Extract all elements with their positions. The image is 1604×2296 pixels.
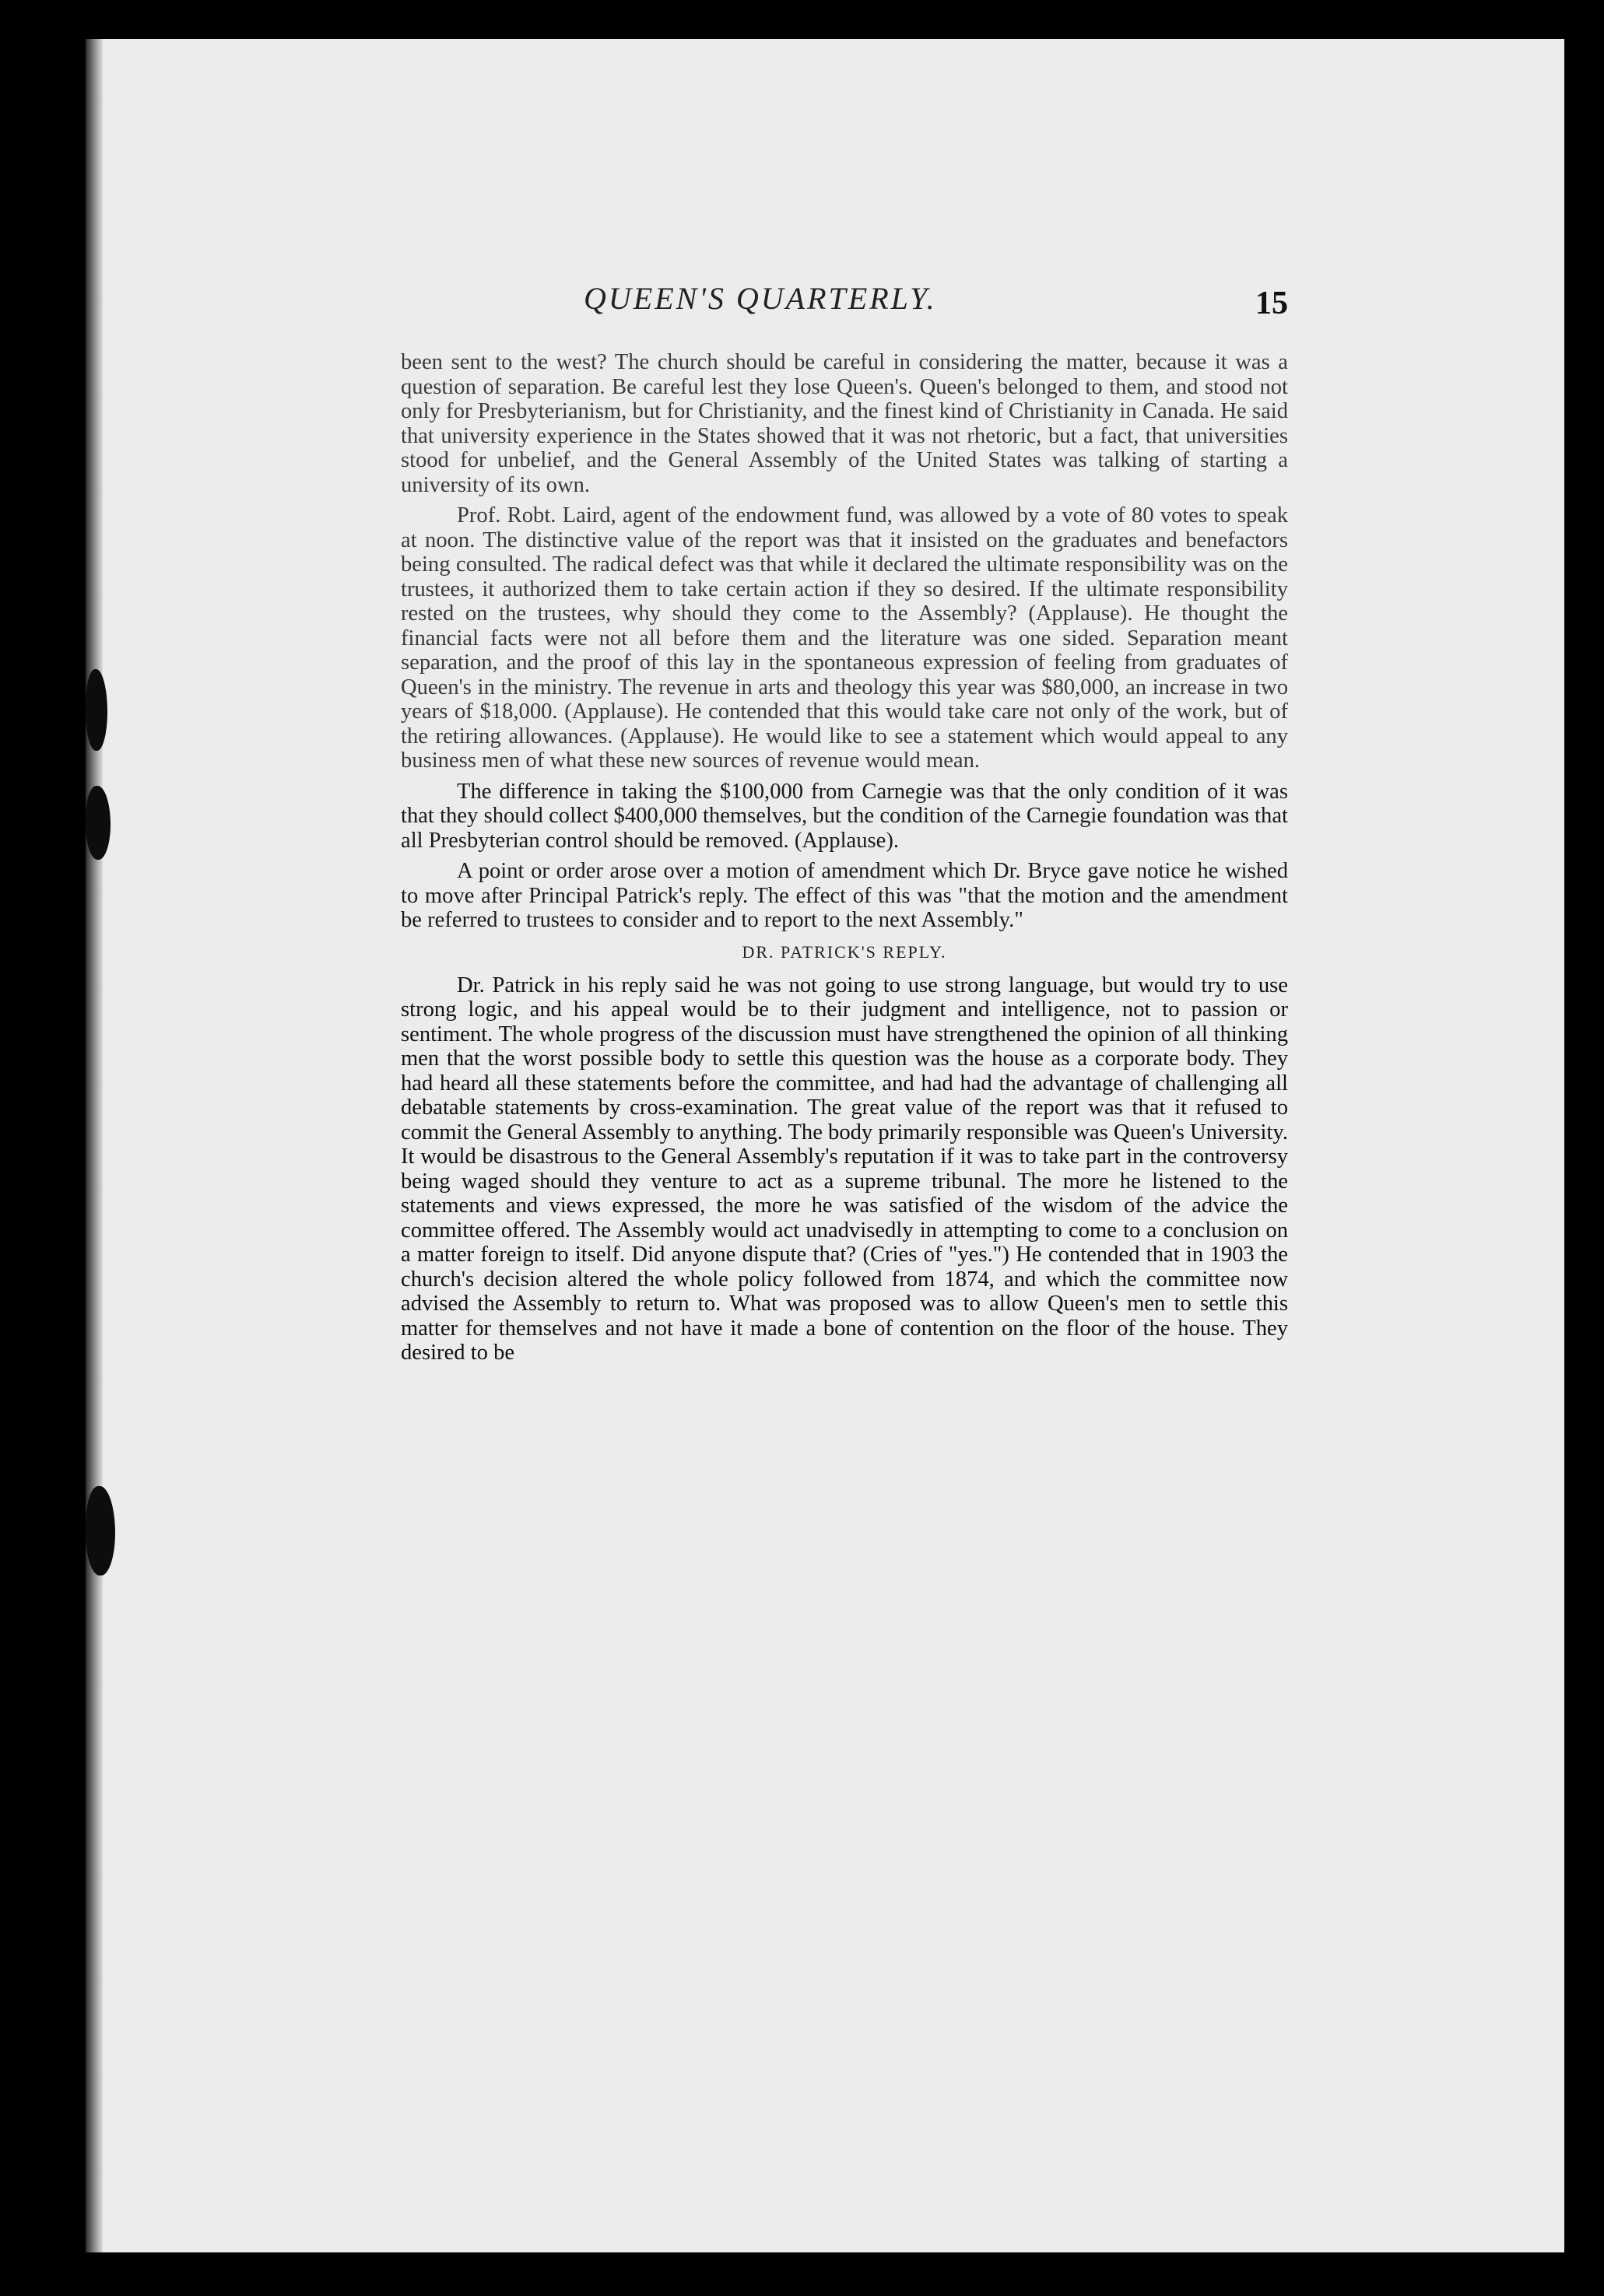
running-header — [401, 280, 1288, 327]
running-title: QUEEN'S QUARTERLY. — [584, 281, 937, 316]
body-paragraph: A point or order arose over a motion of amendment which Dr. Bryce gave notice he wished to move after Principal Patrick's reply. The effect of this was "that the motion and the amendment be referred to trustees to consider and to report to the next Assembly." — [401, 859, 1288, 932]
binding-hole-mark — [86, 669, 107, 751]
page-gutter-shadow — [86, 39, 103, 2252]
page-number: 15 — [1255, 286, 1288, 321]
body-paragraph: Dr. Patrick in his reply said he was not going to use strong language, but would try to use strong logic, and his appeal would be to their judgment and intelligence, not to passion or sentiment. The whole progress of the discussion must have strengthened the opinion of all thinking men that the worst possible body to settle this question was the house as a corporate body. They had heard all these statements before the committee, and had had the advantage of challenging all debatable statements by cross-examination. The great value of the report was that it refused to commit the General Assembly to anything. The body primarily responsible was Queen's University. It would be disastrous to the General Assembly's reputation if it was to take part in the controversy being waged should they venture to act as a supreme tribunal. The more he listened to the statements and views expressed, the more he was satisfied of the wisdom of the advice the committee offered. The Assembly would act unadvisedly in attempting to come to a conclusion on a matter foreign to itself. Did anyone dispute that? (Cries of "yes.") He contended that in 1903 the church's decision altered the whole policy followed from 1874, and which the committee now advised the Assembly to return to. What was proposed was to allow Queen's men to settle this matter for themselves and not have it made a bone of contention on the floor of the house. They desired to be — [401, 973, 1288, 1365]
body-paragraph: Prof. Robt. Laird, agent of the endowment fund, was allowed by a vote of 80 votes to speak at noon. The distinctive value of the report was that it insisted on the graduates and benefactors being consulted. The radical defect was that while it declared the ultimate responsibility was on the trustees, it authorized them to take certain action if they so desired. If the ultimate responsibility rested on the trustees, why should they come to the Assembly? (Applause). He thought the financial facts were not all before them and the literature was one sided. Separation meant separation, and the proof of this lay in the spontaneous expression of feeling from graduates of Queen's in the ministry. The revenue in arts and theology this year was $80,000, an increase in two years of $18,000. (Applause). He contended that this would take care not only of the work, but of the retiring allowances. (Applause). He would like to see a statement which would appeal to any business men of what these new sources of revenue would mean. — [401, 503, 1288, 773]
page-text-column — [401, 280, 1288, 1372]
binding-hole-mark — [86, 1486, 115, 1576]
section-heading: DR. PATRICK'S REPLY. — [742, 941, 947, 962]
binding-hole-mark — [86, 786, 111, 860]
body-paragraph: been sent to the west? The church should be careful in considering the matter, because it was a question of separation. Be careful lest they lose Queen's. Queen's belonged to them, and stood not only for Presbyterianism, but for Christianity, and the finest kind of Christianity in Canada. He said that university experience in the States showed that it was not rhetoric, but a fact, that universities stood for unbelief, and the General Assembly of the United States was talking of starting a university of its own. — [401, 350, 1288, 497]
body-paragraph: The difference in taking the $100,000 from Carnegie was that the only condition of it was that they should collect $400,000 themselves, but the condition of the Carnegie foundation was that all Presbyterian control should be removed. (Applause). — [401, 779, 1288, 853]
